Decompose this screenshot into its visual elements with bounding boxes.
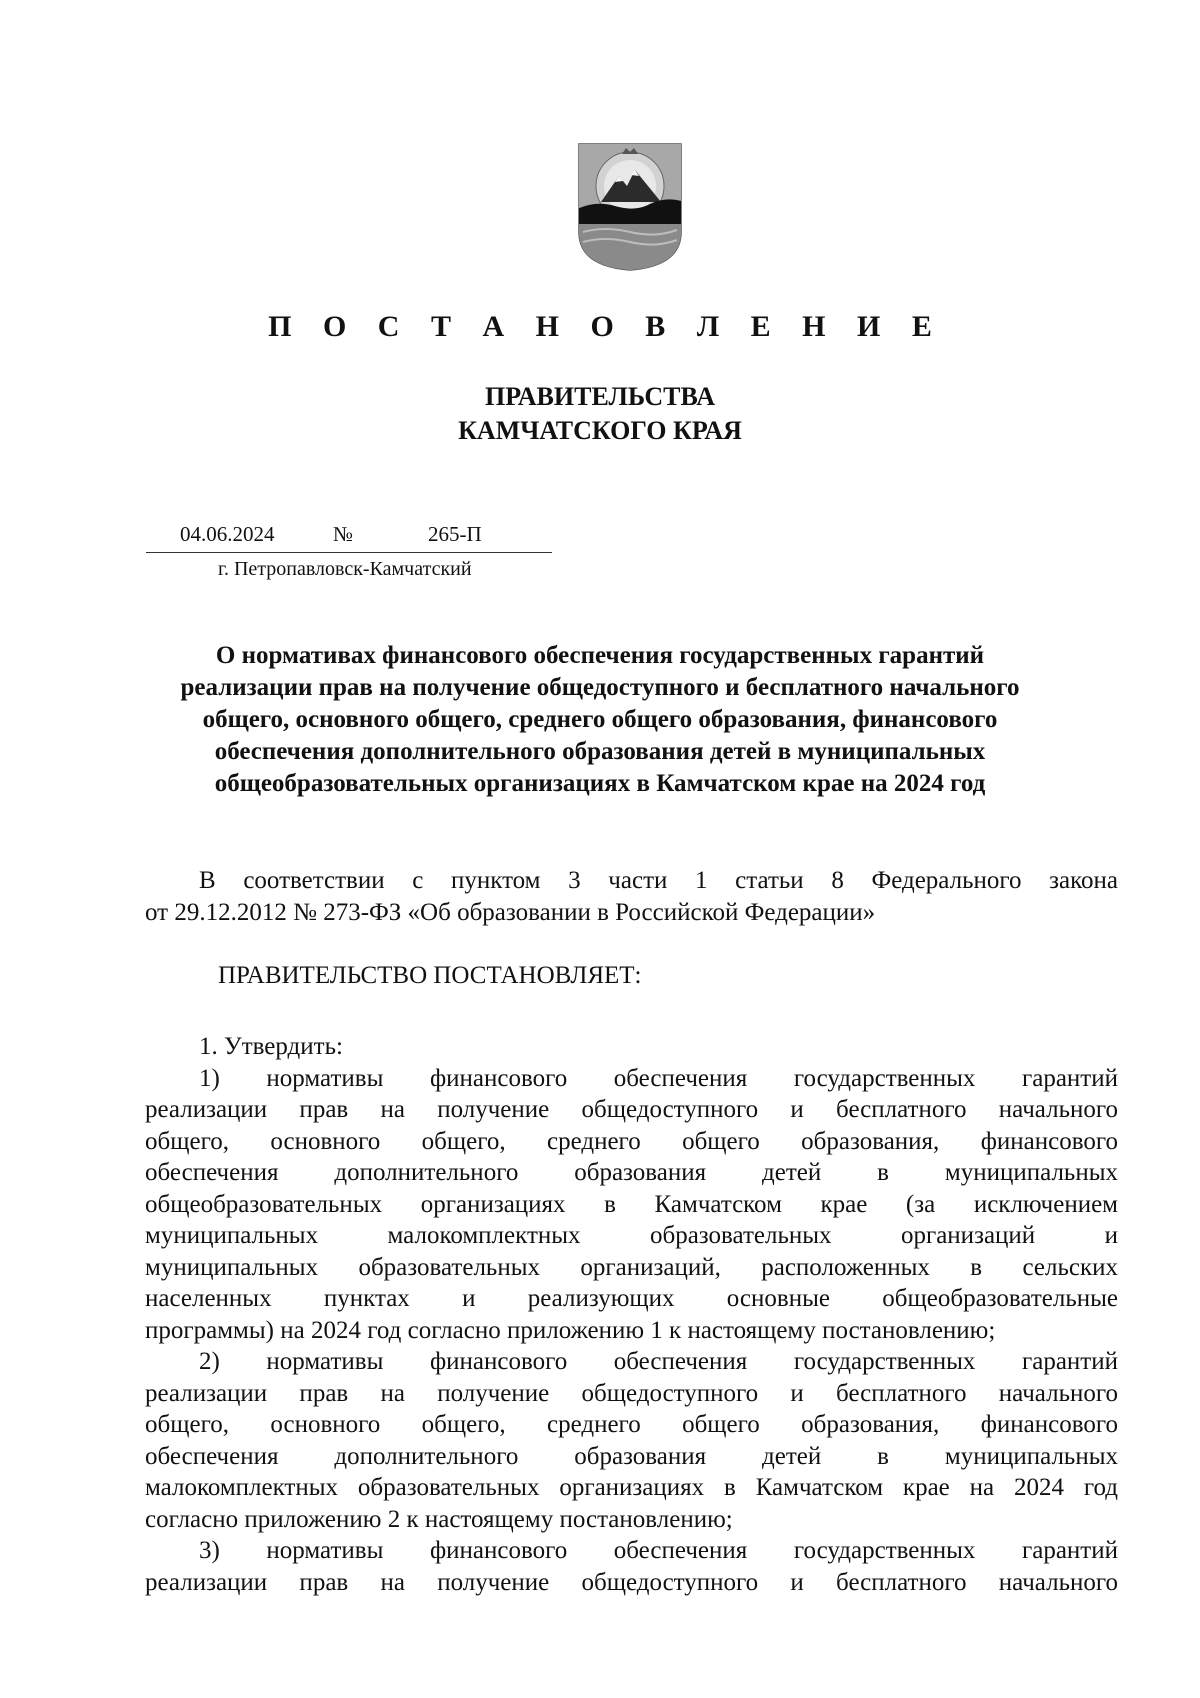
body-line: обеспечения дополнительного образования детей в муниципальных [145, 1159, 1118, 1186]
document-number: 265-П [428, 522, 482, 546]
subject-title-line: реализации прав на получение общедоступного и бесплатного начального [180, 674, 1020, 701]
body-line: общеобразовательных организациях в Камчатском крае (за исключением [145, 1190, 1118, 1218]
document-requisites [146, 522, 552, 580]
body-line: реализации прав на получение общедоступного и бесплатного начального [145, 1096, 1118, 1123]
preamble-line: от 29.12.2012 № 273-ФЗ «Об образовании в Российской Федерации» [145, 898, 876, 926]
decree-statement: ПРАВИТЕЛЬСТВО ПОСТАНОВЛЯЕТ: [218, 962, 642, 989]
subject-title-line: общего, основного общего, среднего общего образования, финансового [202, 706, 998, 733]
body-line: муниципальных образовательных организаций, расположенных в сельских [145, 1253, 1118, 1281]
subject-title-line: общеобразовательных организациях в Камчатском крае на 2024 год [214, 770, 986, 797]
body-line: обеспечения дополнительного образования детей в муниципальных [145, 1442, 1118, 1470]
body-line: реализации прав на получение общедоступного и бесплатного начального [145, 1379, 1118, 1407]
body-line: программы) на 2024 год согласно приложению 1 к настоящему постановлению; [145, 1316, 996, 1344]
preamble-line: В соответствии с пунктом 3 части 1 статьи 8 Федерального закона [199, 867, 1118, 894]
body-line: общего, основного общего, среднего общего образования, финансового [145, 1411, 1118, 1438]
body-line: населенных пунктах и реализующих основные общеобразовательные [145, 1285, 1118, 1312]
body-line: 1) нормативы финансового обеспечения государственных гарантий [199, 1064, 1118, 1092]
body-line: 3) нормативы финансового обеспечения государственных гарантий [199, 1537, 1118, 1564]
document-date: 04.06.2024 [180, 522, 275, 546]
document-type-title: П О С Т А Н О В Л Е Н И Е [268, 310, 944, 343]
body-line: малокомплектных образовательных организациях в Камчатском крае на 2024 год [145, 1474, 1118, 1501]
body-line: общего, основного общего, среднего общего образования, финансового [145, 1127, 1118, 1155]
subject-title-line: обеспечения дополнительного образования детей в муниципальных [214, 738, 986, 765]
resolution-body [145, 1031, 1118, 1598]
preamble [145, 865, 1118, 928]
issue-city: г. Петропавловск-Камчатский [218, 558, 472, 580]
date-number-line [146, 522, 552, 553]
body-line: реализации прав на получение общедоступного и бесплатного начального [145, 1568, 1118, 1596]
issuing-authority [0, 380, 1200, 448]
number-sign: № [333, 522, 354, 546]
body-line: муниципальных малокомплектных образовательных организаций и [145, 1222, 1118, 1249]
document-subject-title [140, 640, 1060, 800]
authority-line: ПРАВИТЕЛЬСТВА [485, 382, 715, 411]
body-line: 1. Утвердить: [199, 1033, 343, 1060]
subject-title-line: О нормативах финансового обеспечения государственных гарантий [215, 642, 985, 669]
kamchatka-coat-of-arms-icon [575, 140, 685, 272]
body-line: согласно приложению 2 к настоящему постановлению; [145, 1505, 733, 1533]
authority-line: КАМЧАТСКОГО КРАЯ [458, 416, 742, 445]
body-line: 2) нормативы финансового обеспечения государственных гарантий [199, 1348, 1118, 1375]
